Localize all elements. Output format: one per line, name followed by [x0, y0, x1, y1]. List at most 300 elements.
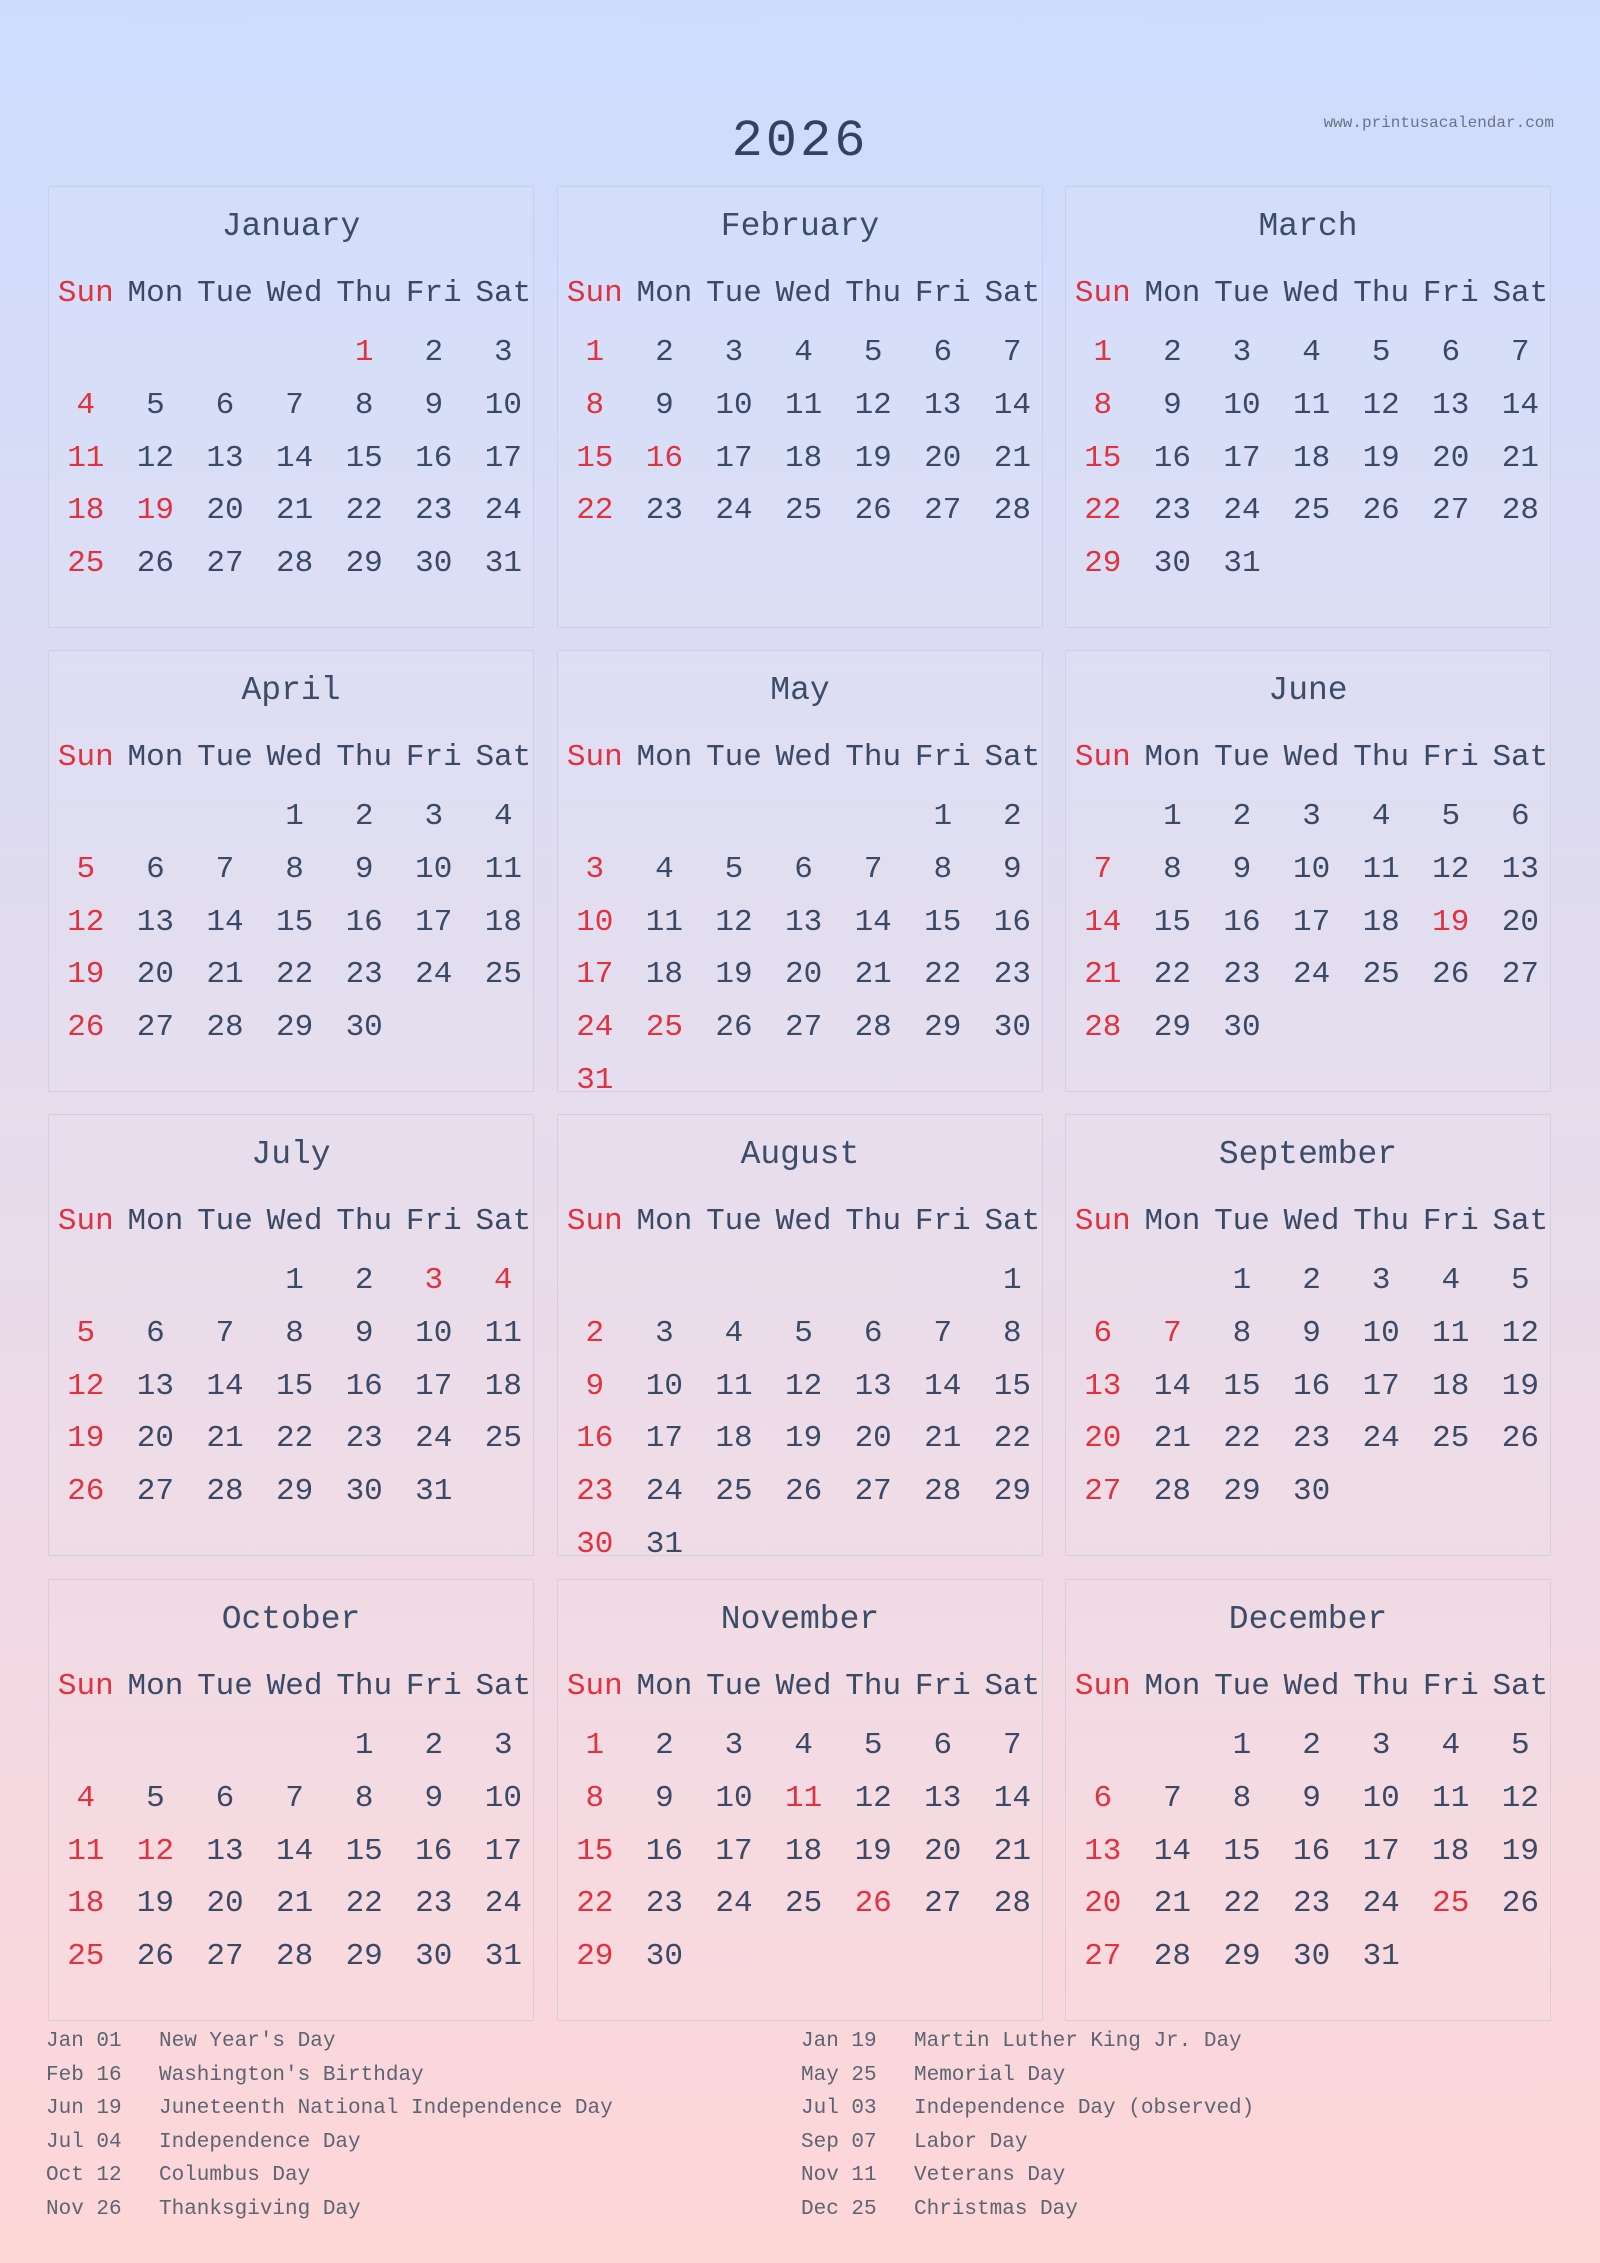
weekday-label: Wed [775, 1204, 832, 1239]
day-cell: 15 [1223, 1368, 1261, 1404]
weekday-label: Thu [845, 740, 902, 775]
day-cell: 31 [415, 1474, 453, 1510]
day-grid [1068, 791, 1554, 1055]
day-cell: 18 [484, 1368, 522, 1404]
day-cell: 26 [784, 1474, 823, 1510]
day-cell: 3 [585, 851, 605, 887]
empty-cell [630, 791, 700, 844]
weekday-label: Mon [1144, 1669, 1201, 1704]
day-cell: 7 [285, 387, 304, 423]
day-cell: 7 [933, 1315, 953, 1351]
weekday-header [1068, 1667, 1554, 1707]
day-cell: 20 [1432, 440, 1470, 476]
day-cell: 29 [1223, 1939, 1261, 1975]
month-name: July [251, 1136, 331, 1173]
month-july [48, 1114, 534, 1556]
weekday-label: Thu [845, 1204, 902, 1239]
empty-cell [1068, 791, 1138, 844]
day-cell: 21 [854, 957, 892, 993]
day-cell: 28 [206, 1474, 244, 1510]
day-cell: 23 [1153, 493, 1191, 529]
empty-cell [769, 1255, 839, 1308]
day-cell: 25 [67, 1939, 105, 1975]
day-cell: 19 [854, 440, 892, 476]
day-cell: 1 [1163, 799, 1182, 834]
weekday-label: Tue [1214, 276, 1270, 311]
day-cell: 6 [1441, 335, 1461, 370]
day-cell: 3 [655, 1315, 674, 1351]
day-cell: 15 [275, 1368, 314, 1404]
day-cell: 10 [645, 1368, 683, 1404]
weekday-label: Sun [1074, 1204, 1131, 1239]
weekday-header [51, 738, 537, 778]
day-cell: 8 [1163, 851, 1182, 887]
holiday-item [801, 2193, 1556, 2227]
day-cell: 30 [576, 1526, 614, 1562]
holiday-date: Jul 03 [801, 2097, 877, 2121]
day-cell: 22 [1153, 957, 1191, 993]
holiday-name: Labor Day [914, 2130, 1028, 2154]
day-cell: 14 [1153, 1368, 1191, 1404]
day-cell: 15 [1084, 440, 1122, 476]
day-cell: 14 [1084, 904, 1122, 940]
day-cell: 29 [1084, 546, 1122, 582]
day-cell: 22 [924, 957, 962, 993]
day-cell: 23 [415, 493, 453, 529]
day-cell: 25 [784, 1886, 823, 1922]
day-cell: 22 [576, 1886, 614, 1922]
day-cell: 11 [67, 440, 105, 476]
weekday-label: Sun [566, 740, 623, 775]
month-march [1065, 186, 1551, 628]
month-name: December [1228, 1601, 1388, 1638]
day-cell: 4 [494, 1263, 513, 1298]
day-cell: 13 [924, 1780, 962, 1816]
day-cell: 19 [136, 493, 174, 529]
weekday-label: Mon [636, 740, 693, 775]
day-cell: 21 [275, 493, 314, 529]
day-cell: 22 [345, 1886, 383, 1922]
day-cell: 22 [275, 1421, 314, 1457]
month-name: January [221, 208, 361, 245]
weekday-label: Sat [984, 740, 1041, 775]
day-cell: 20 [924, 1833, 962, 1869]
day-cell: 10 [576, 904, 614, 940]
day-cell: 22 [345, 493, 383, 529]
day-cell: 6 [1093, 1780, 1113, 1816]
day-cell: 1 [1093, 335, 1113, 370]
day-cell: 29 [993, 1474, 1031, 1510]
day-cell: 6 [146, 1315, 165, 1351]
day-cell: 3 [494, 1728, 513, 1763]
day-cell: 5 [146, 387, 165, 423]
holiday-item [801, 2159, 1556, 2193]
day-cell: 1 [1232, 1263, 1252, 1298]
day-cell: 6 [1511, 799, 1530, 834]
weekday-label: Fri [914, 740, 971, 775]
day-cell: 11 [715, 1368, 753, 1404]
day-cell: 5 [863, 1728, 883, 1763]
day-cell: 19 [136, 1886, 174, 1922]
day-cell: 3 [494, 335, 513, 370]
day-cell: 7 [1511, 335, 1530, 370]
day-cell: 28 [275, 1939, 314, 1975]
empty-cell [51, 1720, 121, 1773]
day-cell: 1 [1232, 1728, 1252, 1763]
weekday-header [560, 1667, 1046, 1707]
month-august [557, 1114, 1043, 1562]
holiday-name: Martin Luther King Jr. Day [914, 2030, 1242, 2053]
day-cell: 1 [585, 335, 605, 370]
month-name: September [1218, 1136, 1398, 1173]
day-cell: 16 [576, 1421, 614, 1457]
holiday-date: Oct 12 [46, 2164, 122, 2188]
day-cell: 30 [415, 1939, 453, 1975]
weekday-label: Fri [405, 740, 462, 775]
day-cell: 26 [136, 546, 174, 582]
day-cell: 23 [993, 957, 1031, 993]
day-grid [560, 1720, 1046, 1984]
day-cell: 4 [1441, 1263, 1461, 1298]
day-cell: 29 [345, 546, 383, 582]
day-cell: 8 [1093, 387, 1113, 423]
day-cell: 11 [67, 1833, 105, 1869]
month-name: February [720, 208, 880, 245]
day-cell: 7 [215, 851, 235, 887]
day-grid [560, 1255, 1046, 1572]
day-cell: 23 [415, 1886, 453, 1922]
weekday-label: Thu [336, 1669, 393, 1704]
day-cell: 5 [1511, 1263, 1530, 1298]
weekday-label: Mon [636, 1204, 693, 1239]
day-cell: 16 [345, 1368, 383, 1404]
day-cell: 26 [854, 493, 892, 529]
holiday-name: Thanksgiving Day [159, 2197, 361, 2221]
weekday-label: Wed [1283, 1669, 1340, 1704]
day-cell: 3 [1302, 799, 1321, 834]
day-cell: 9 [354, 851, 374, 887]
day-cell: 3 [424, 799, 444, 834]
weekday-label: Thu [1353, 1669, 1410, 1704]
weekday-label: Wed [775, 740, 832, 775]
day-cell: 2 [585, 1315, 605, 1351]
empty-cell [260, 1720, 330, 1773]
day-cell: 18 [484, 904, 522, 940]
day-cell: 24 [484, 1886, 522, 1922]
day-cell: 6 [215, 1780, 235, 1816]
day-cell: 3 [424, 1263, 444, 1298]
month-may [557, 650, 1043, 1098]
day-cell: 18 [784, 440, 823, 476]
day-cell: 14 [924, 1368, 962, 1404]
day-cell: 2 [424, 335, 444, 370]
holiday-name: Memorial Day [914, 2063, 1066, 2087]
day-cell: 9 [585, 1368, 605, 1404]
day-cell: 14 [993, 1780, 1031, 1816]
weekday-label: Mon [127, 1669, 184, 1704]
day-cell: 18 [645, 957, 683, 993]
day-cell: 12 [784, 1368, 823, 1404]
day-cell: 28 [854, 1010, 892, 1046]
weekday-label: Sat [984, 276, 1041, 311]
day-cell: 28 [275, 546, 314, 582]
day-cell: 31 [484, 1939, 522, 1975]
holiday-list [46, 2025, 1556, 2227]
day-cell: 30 [993, 1010, 1031, 1046]
day-cell: 30 [345, 1474, 383, 1510]
day-cell: 1 [933, 799, 953, 834]
day-cell: 11 [484, 851, 522, 887]
day-cell: 26 [1501, 1421, 1539, 1457]
weekday-label: Mon [636, 1669, 693, 1704]
empty-cell [630, 1255, 700, 1308]
day-cell: 11 [1432, 1315, 1470, 1351]
day-cell: 14 [1501, 387, 1539, 423]
day-cell: 3 [1371, 1263, 1391, 1298]
day-cell: 26 [715, 1010, 753, 1046]
empty-cell [699, 791, 769, 844]
holiday-name: Independence Day [159, 2130, 361, 2154]
day-cell: 20 [136, 1421, 174, 1457]
weekday-label: Thu [336, 1204, 393, 1239]
weekday-header [560, 738, 1046, 778]
month-name: March [1258, 208, 1358, 245]
day-cell: 9 [655, 1780, 674, 1816]
day-cell: 19 [784, 1421, 823, 1457]
day-cell: 27 [854, 1474, 892, 1510]
day-cell: 18 [1432, 1368, 1470, 1404]
empty-cell [1138, 1720, 1208, 1773]
day-cell: 13 [1432, 387, 1470, 423]
day-cell: 30 [345, 1010, 383, 1046]
month-april [48, 650, 534, 1092]
weekday-header [1068, 274, 1554, 314]
day-cell: 2 [1232, 799, 1252, 834]
day-cell: 27 [924, 493, 962, 529]
day-cell: 4 [724, 1315, 744, 1351]
day-cell: 17 [484, 1833, 522, 1869]
day-cell: 9 [1003, 851, 1022, 887]
day-cell: 5 [1441, 799, 1461, 834]
day-cell: 4 [494, 799, 513, 834]
day-cell: 12 [136, 440, 174, 476]
day-cell: 27 [136, 1010, 174, 1046]
day-cell: 15 [345, 1833, 383, 1869]
day-cell: 5 [794, 1315, 813, 1351]
day-cell: 20 [136, 957, 174, 993]
day-cell: 15 [576, 440, 614, 476]
day-cell: 16 [645, 1833, 683, 1869]
day-cell: 12 [67, 1368, 105, 1404]
day-cell: 1 [285, 799, 304, 834]
empty-cell [51, 1255, 121, 1308]
day-cell: 13 [206, 440, 244, 476]
day-cell: 18 [67, 1886, 105, 1922]
holiday-item [46, 2126, 801, 2160]
weekday-label: Wed [266, 740, 323, 775]
day-cell: 20 [924, 440, 962, 476]
day-cell: 25 [484, 957, 522, 993]
day-cell: 27 [136, 1474, 174, 1510]
day-cell: 5 [1371, 335, 1391, 370]
day-cell: 26 [1362, 493, 1400, 529]
weekday-label: Sat [984, 1669, 1041, 1704]
weekday-label: Sun [57, 740, 114, 775]
day-cell: 24 [1292, 957, 1331, 993]
day-cell: 9 [1302, 1315, 1321, 1351]
day-cell: 11 [484, 1315, 522, 1351]
day-cell: 9 [1302, 1780, 1321, 1816]
weekday-label: Sun [1074, 276, 1131, 311]
day-cell: 31 [1362, 1939, 1400, 1975]
day-cell: 22 [1223, 1421, 1261, 1457]
day-cell: 8 [354, 387, 374, 423]
month-name: August [740, 1136, 860, 1173]
day-cell: 21 [206, 1421, 244, 1457]
day-cell: 13 [136, 1368, 174, 1404]
day-cell: 9 [655, 387, 674, 423]
day-cell: 5 [76, 851, 96, 887]
day-cell: 10 [1362, 1315, 1400, 1351]
day-cell: 28 [924, 1474, 962, 1510]
day-cell: 22 [1223, 1886, 1261, 1922]
weekday-label: Tue [197, 276, 253, 311]
day-cell: 24 [1362, 1886, 1400, 1922]
day-grid [1068, 327, 1554, 591]
weekday-label: Tue [706, 276, 762, 311]
empty-cell [190, 327, 260, 380]
day-cell: 6 [1093, 1315, 1113, 1351]
day-cell: 19 [1501, 1368, 1539, 1404]
day-cell: 20 [206, 493, 244, 529]
day-cell: 15 [275, 904, 314, 940]
day-cell: 28 [1501, 493, 1539, 529]
weekday-header [560, 1202, 1046, 1242]
day-cell: 17 [715, 440, 753, 476]
day-cell: 14 [206, 1368, 244, 1404]
empty-cell [190, 1720, 260, 1773]
weekday-label: Fri [405, 276, 462, 311]
weekday-label: Thu [1353, 1204, 1410, 1239]
day-cell: 2 [1302, 1263, 1321, 1298]
holiday-date: Nov 11 [801, 2164, 877, 2188]
weekday-label: Sat [475, 1669, 532, 1704]
day-cell: 24 [484, 493, 522, 529]
weekday-label: Tue [706, 1669, 762, 1704]
day-grid [1068, 1720, 1554, 1984]
day-cell: 11 [784, 387, 823, 423]
day-cell: 15 [1223, 1833, 1261, 1869]
weekday-label: Sun [1074, 740, 1131, 775]
day-cell: 10 [484, 387, 522, 423]
day-cell: 27 [206, 546, 244, 582]
day-cell: 12 [854, 387, 892, 423]
day-cell: 7 [1003, 335, 1022, 370]
day-cell: 15 [993, 1368, 1031, 1404]
day-cell: 25 [715, 1474, 753, 1510]
day-cell: 27 [924, 1886, 962, 1922]
day-cell: 31 [576, 1062, 614, 1098]
month-name: April [241, 672, 341, 709]
day-cell: 2 [354, 799, 374, 834]
day-cell: 26 [136, 1939, 174, 1975]
day-cell: 5 [146, 1780, 165, 1816]
day-cell: 20 [1084, 1421, 1122, 1457]
month-december [1065, 1579, 1551, 2021]
weekday-label: Wed [775, 276, 832, 311]
weekday-label: Mon [1144, 1204, 1201, 1239]
day-cell: 6 [863, 1315, 883, 1351]
day-cell: 13 [136, 904, 174, 940]
weekday-label: Sat [475, 740, 532, 775]
day-cell: 26 [67, 1010, 105, 1046]
holiday-item [46, 2159, 801, 2193]
weekday-label: Fri [914, 1204, 971, 1239]
day-cell: 17 [484, 440, 522, 476]
day-cell: 25 [1432, 1421, 1470, 1457]
day-cell: 18 [1432, 1833, 1470, 1869]
holiday-item [801, 2126, 1556, 2160]
day-cell: 27 [1432, 493, 1470, 529]
day-cell: 30 [415, 546, 453, 582]
day-cell: 29 [275, 1474, 314, 1510]
weekday-label: Tue [197, 1204, 253, 1239]
month-name: June [1268, 672, 1348, 709]
day-cell: 2 [1003, 799, 1022, 834]
weekday-label: Tue [706, 1204, 762, 1239]
weekday-label: Fri [914, 276, 971, 311]
day-cell: 17 [715, 1833, 753, 1869]
day-cell: 7 [863, 851, 883, 887]
empty-cell [908, 1255, 978, 1308]
day-cell: 2 [354, 1263, 374, 1298]
day-cell: 13 [206, 1833, 244, 1869]
day-cell: 20 [206, 1886, 244, 1922]
day-cell: 22 [275, 957, 314, 993]
day-cell: 2 [1163, 335, 1182, 370]
holiday-date: Nov 26 [46, 2197, 122, 2221]
day-cell: 29 [1153, 1010, 1191, 1046]
empty-cell [769, 791, 839, 844]
day-cell: 9 [424, 1780, 444, 1816]
day-cell: 13 [924, 387, 962, 423]
weekday-label: Sat [475, 1204, 532, 1239]
day-cell: 30 [1292, 1939, 1331, 1975]
day-cell: 14 [206, 904, 244, 940]
holiday-date: Dec 25 [801, 2197, 877, 2221]
day-cell: 3 [724, 335, 744, 370]
day-cell: 26 [67, 1474, 105, 1510]
day-cell: 13 [1084, 1833, 1122, 1869]
day-cell: 12 [136, 1833, 174, 1869]
day-cell: 17 [1223, 440, 1261, 476]
day-cell: 8 [1003, 1315, 1022, 1351]
day-cell: 1 [354, 1728, 374, 1763]
day-cell: 4 [655, 851, 674, 887]
day-cell: 6 [215, 387, 235, 423]
day-cell: 21 [1501, 440, 1539, 476]
empty-cell [838, 791, 908, 844]
day-cell: 4 [1371, 799, 1391, 834]
month-name: May [770, 672, 830, 709]
day-cell: 8 [1232, 1315, 1252, 1351]
holiday-item [46, 2059, 801, 2093]
day-cell: 7 [1163, 1315, 1182, 1351]
day-cell: 25 [1362, 957, 1400, 993]
weekday-label: Wed [266, 1669, 323, 1704]
empty-cell [51, 791, 121, 844]
empty-cell [51, 327, 121, 380]
